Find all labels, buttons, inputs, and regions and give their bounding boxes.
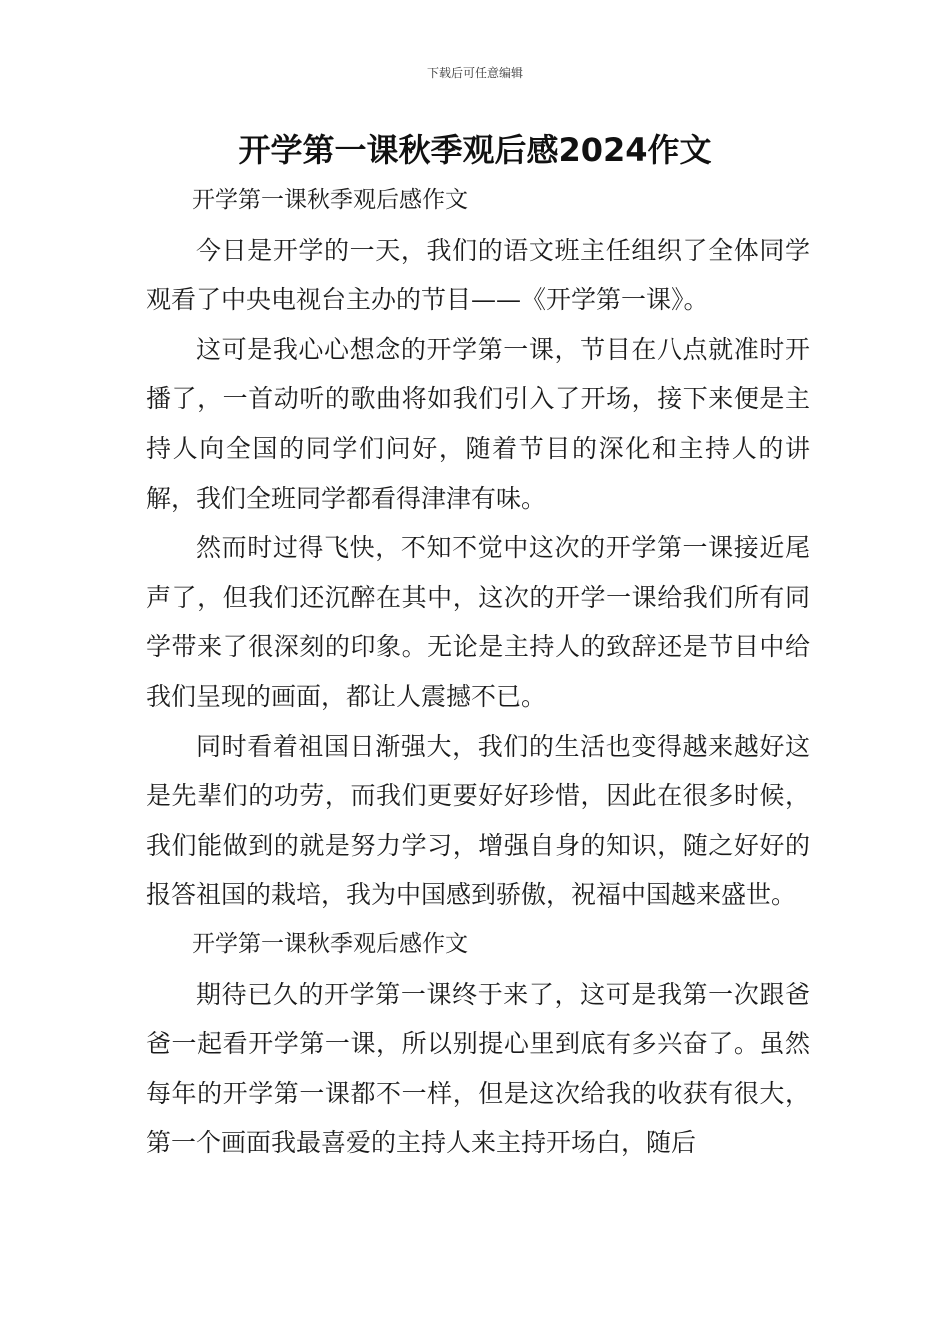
document-title: 开学第一课秋季观后感2024作文 <box>238 131 712 169</box>
section-subheading: 开学第一课秋季观后感作文 <box>192 930 468 957</box>
paragraph: 期待已久的开学第一课终于来了，这可是我第一次跟爸爸一起看开学第一课，所以别提心里到底有多兴奋了。虽然每年的开学第一课都不一样，但是这次给我的收获有很大，第一个画面我最喜爱的主持人来主持开场白，随后 <box>146 979 810 1158</box>
section-subheading: 开学第一课秋季观后感作文 <box>192 187 468 213</box>
document-body <box>146 176 810 1168</box>
paragraph: 然而时过得飞快，不知不觉中这次的开学第一课接近尾声了，但我们还沉醉在其中，这次的开学一课给我们所有同学带来了很深刻的印象。无论是主持人的致辞还是节目中给我们呈现的画面，都让人震撼不已。 <box>146 533 810 711</box>
paragraph: 这可是我心心想念的开学第一课，节目在八点就准时开播了，一首动听的歌曲将如我们引入了开场，接下来便是主持人向全国的同学们问好，随着节目的深化和主持人的讲解，我们全班同学都看得津津有味。 <box>146 334 810 513</box>
paragraph: 同时看着祖国日渐强大，我们的生活也变得越来越好这是先辈们的功劳，而我们更要好好珍惜，因此在很多时候，我们能做到的就是努力学习，增强自身的知识，随之好好的报答祖国的栽培，我为中国感到骄傲，祝福中国越来盛世。 <box>146 731 810 910</box>
page-header-note: 下载后可任意编辑 <box>426 66 523 80</box>
paragraph: 今日是开学的一天，我们的语文班主任组织了全体同学观看了中央电视台主办的节目——《开学第一课》。 <box>146 235 810 315</box>
